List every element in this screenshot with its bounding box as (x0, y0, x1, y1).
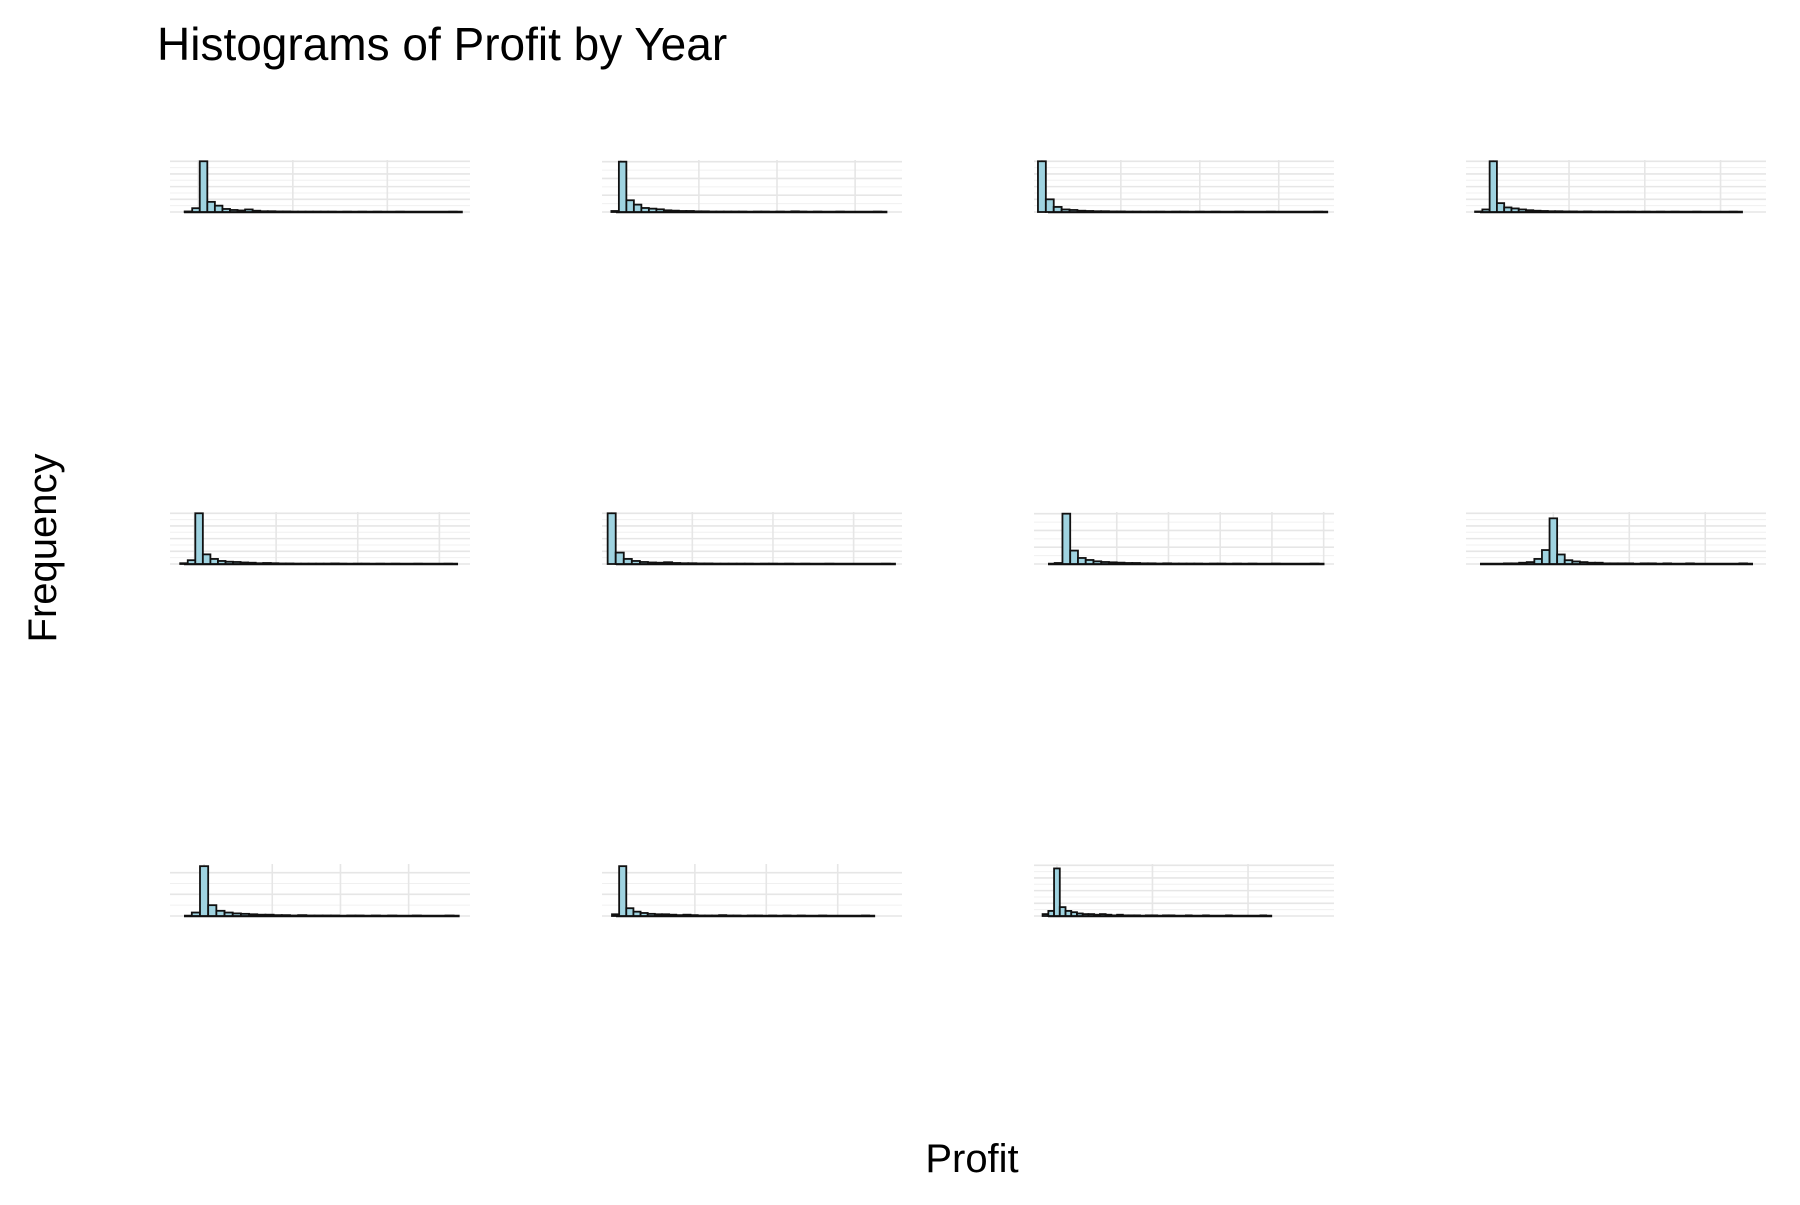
histogram-bar (1584, 211, 1591, 212)
histogram-bar (626, 200, 634, 212)
histogram-bar (633, 912, 640, 916)
y-axis-label: Frequency (21, 454, 65, 643)
histogram-bar (200, 161, 208, 212)
histogram-bar (672, 563, 680, 564)
histogram-bar (1541, 211, 1548, 212)
histogram-bar (195, 513, 203, 564)
histogram-bar (230, 210, 238, 212)
histogram-bar (1086, 560, 1094, 564)
histogram-bar (192, 913, 200, 916)
histogram-bar (1580, 562, 1588, 564)
histogram-bar (298, 915, 306, 916)
histogram-bar (1570, 211, 1577, 212)
histogram-bar (1062, 514, 1070, 564)
histogram-bar (1739, 563, 1747, 564)
histogram-bar (233, 562, 241, 564)
histogram-bar (791, 211, 799, 212)
histogram-bar (1588, 563, 1596, 564)
histogram-bar (1504, 563, 1512, 564)
histogram-bar (286, 563, 294, 564)
histogram-bar (671, 211, 679, 212)
histogram-bar (1226, 915, 1232, 916)
histogram-bar (192, 208, 200, 212)
histogram-bar (1203, 915, 1209, 916)
histogram-bar (691, 915, 698, 916)
histogram-bar (1603, 563, 1611, 564)
histogram-bar (1565, 560, 1573, 564)
histogram-bar (634, 205, 642, 212)
histogram-bar (1109, 562, 1117, 564)
histogram-bar (1046, 199, 1054, 212)
histogram-bar (1686, 563, 1694, 564)
histogram-bar (641, 913, 648, 916)
histogram-bar (612, 914, 619, 916)
histogram-bar (632, 561, 640, 564)
histogram-bar (1101, 211, 1109, 212)
x-axis-label: Profit (925, 1137, 1018, 1181)
histogram-bar (1490, 161, 1497, 212)
histogram-bar (263, 563, 271, 564)
histogram-bar (208, 905, 216, 916)
histogram-bar (626, 908, 633, 916)
histogram-bar (1497, 203, 1504, 212)
histogram-bar (688, 563, 696, 564)
histogram-bar (222, 209, 230, 212)
histogram-bar (1618, 563, 1626, 564)
chart-title: Histograms of Profit by Year (157, 18, 727, 70)
histogram-bar (1148, 563, 1156, 564)
histogram-bar (1140, 563, 1148, 564)
histogram-bar (1533, 211, 1540, 212)
histogram-bar (245, 209, 253, 212)
histogram-bar (1093, 561, 1101, 564)
histogram-bar (1070, 210, 1078, 212)
histogram-bar (1572, 561, 1580, 564)
histogram-bar (1152, 915, 1158, 916)
histogram-bar (241, 562, 249, 564)
histogram-bar (260, 211, 268, 212)
histogram-bar (640, 562, 648, 564)
histogram-bar (608, 513, 616, 564)
histogram-bar (680, 563, 688, 564)
histogram-bar (1557, 554, 1565, 564)
histogram-bar (1595, 563, 1603, 564)
histogram-bar (1132, 563, 1140, 564)
histogram-bar (619, 162, 627, 212)
histogram-bar (1260, 915, 1266, 916)
histogram-bar (241, 914, 249, 916)
histogram-bar (648, 914, 655, 916)
histogram-bar (1169, 915, 1175, 916)
histogram-bar (216, 911, 224, 916)
histogram-bar (1610, 563, 1618, 564)
histogram-bar (1134, 915, 1140, 916)
histogram-bar (1186, 915, 1192, 916)
histogram-bar (274, 915, 282, 916)
histogram-bar (271, 563, 279, 564)
histogram-bar (283, 211, 291, 212)
histogram-bar (1125, 563, 1133, 564)
histogram-bar (253, 211, 261, 212)
histogram-bar (225, 913, 233, 916)
histogram-bar (669, 915, 676, 916)
histogram-bar (238, 210, 246, 212)
histogram-bar (1555, 211, 1562, 212)
histogram-bar (656, 209, 664, 212)
histogram-bar (203, 554, 211, 564)
histogram-bar (275, 211, 283, 212)
histogram-bar (215, 206, 223, 212)
histogram-bar (624, 559, 632, 564)
histogram-bar (1077, 211, 1085, 212)
histogram-bar (1085, 211, 1093, 212)
histogram-bar (1511, 208, 1518, 212)
histogram-bar (185, 211, 193, 212)
histogram-bar (1663, 563, 1671, 564)
histogram-bar (1054, 207, 1062, 212)
histogram-bar (200, 866, 208, 916)
histogram-bar (218, 561, 226, 564)
histogram-bar (619, 866, 626, 916)
histogram-bar (248, 563, 256, 564)
histogram-bar (1038, 161, 1046, 212)
histogram-bar (696, 563, 704, 564)
histogram-bar (662, 914, 669, 916)
histogram-bar (226, 562, 234, 564)
histogram-bar (1109, 211, 1117, 212)
histogram-bar (256, 563, 264, 564)
histogram-bar (1625, 563, 1633, 564)
histogram-bar (249, 914, 257, 916)
histogram-bar (1512, 563, 1520, 564)
histogram-bar (641, 208, 649, 212)
histogram-bar (1504, 207, 1511, 212)
histogram-bar (1482, 209, 1489, 212)
histogram-bar (649, 209, 657, 212)
histogram-bar (268, 211, 276, 212)
histogram-bar (1101, 562, 1109, 564)
histogram-bar (719, 915, 726, 916)
histogram-bar (676, 915, 683, 916)
histogram-bar (683, 915, 690, 916)
histogram-bar (1163, 563, 1171, 564)
histogram-bar (686, 211, 694, 212)
histogram-bar (611, 211, 619, 212)
histogram-bar (655, 914, 662, 916)
histogram-bar (1070, 551, 1078, 564)
histogram-bar (694, 211, 702, 212)
histogram-bar (1062, 209, 1070, 212)
histogram-bar (1475, 211, 1482, 212)
histogram-bar (1548, 211, 1555, 212)
histogram-bar (1519, 209, 1526, 212)
histogram-bar (1117, 563, 1125, 564)
histogram-bar (257, 915, 265, 916)
histogram-bar (207, 202, 215, 212)
histogram-bar (265, 915, 273, 916)
histogram-bar (1117, 211, 1125, 212)
histogram-bar (648, 562, 656, 564)
histogram-bar (1078, 558, 1086, 564)
histogram-bar (1519, 563, 1527, 564)
histogram-bar (278, 563, 286, 564)
histogram-bar (701, 211, 709, 212)
histogram-bar (1534, 559, 1542, 564)
histogram-bar (282, 915, 290, 916)
histogram-bar (210, 559, 218, 564)
histogram-bar (1526, 210, 1533, 212)
histogram-bar (664, 210, 672, 212)
histogram-bar (656, 563, 664, 564)
histogram-bar (1527, 562, 1535, 564)
histogram-bar (679, 211, 687, 212)
histogram-bar (1542, 550, 1550, 564)
histogram-bar (1055, 563, 1063, 564)
histogram-bar (616, 553, 624, 564)
histogram-bar (664, 562, 672, 564)
histogram-bar (188, 560, 196, 564)
histogram-bar (1648, 563, 1656, 564)
histogram-bar (704, 563, 712, 564)
histogram-bar (331, 563, 339, 564)
histogram-bar (1550, 518, 1558, 564)
histogram-bar (233, 913, 241, 916)
histogram-bar (1562, 211, 1569, 212)
histogram-bar (1641, 563, 1649, 564)
histogram-bar (180, 563, 188, 564)
histogram-bar (1093, 211, 1101, 212)
